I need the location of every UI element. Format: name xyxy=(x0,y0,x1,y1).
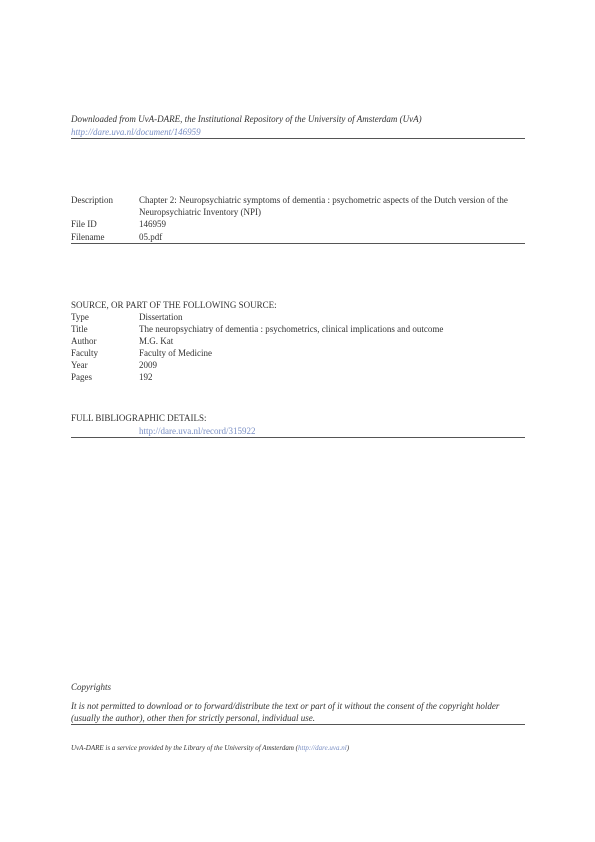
file-id-value: 146959 xyxy=(139,219,166,229)
pages-row xyxy=(71,371,525,383)
title-label: Title xyxy=(71,324,88,334)
year-label: Year xyxy=(71,360,88,370)
copyright-block xyxy=(71,681,525,725)
file-id-label: File ID xyxy=(71,219,97,229)
file-id-row xyxy=(71,218,525,230)
filename-row xyxy=(71,231,525,244)
type-label: Type xyxy=(71,312,89,322)
full-bibliographic-block xyxy=(71,412,525,438)
filename-label: Filename xyxy=(71,232,105,242)
author-value: M.G. Kat xyxy=(139,336,174,346)
record-url-row xyxy=(71,425,525,438)
faculty-value: Faculty of Medicine xyxy=(139,348,212,358)
type-row xyxy=(71,311,525,323)
faculty-row xyxy=(71,347,525,359)
title-value: The neuropsychiatry of dementia : psychometrics, clinical implications and outcome xyxy=(139,324,444,334)
title-row xyxy=(71,323,525,335)
record-url-link[interactable]: http://dare.uva.nl/record/315922 xyxy=(139,426,256,436)
document-url-link[interactable]: http://dare.uva.nl/document/146959 xyxy=(71,127,201,137)
year-row xyxy=(71,359,525,371)
filename-value: 05.pdf xyxy=(139,232,163,242)
footer-text: UvA-DARE is a service provided by the Library of the University of Amsterdam ( xyxy=(71,744,298,752)
copyright-text: It is not permitted to download or to forward/distribute the text or part of it without the consent of the copyright holder (usually the author), other then for strictly personal, individual use. xyxy=(71,700,525,725)
download-header xyxy=(71,113,525,139)
source-heading: SOURCE, OR PART OF THE FOLLOWING SOURCE: xyxy=(71,300,277,310)
description-label: Description xyxy=(71,195,113,205)
year-value: 2009 xyxy=(139,360,157,370)
pages-label: Pages xyxy=(71,372,92,382)
document-url-row xyxy=(71,126,525,139)
type-value: Dissertation xyxy=(139,312,183,322)
description-block xyxy=(71,194,525,244)
copyright-title: Copyrights xyxy=(71,682,112,692)
full-bibliographic-heading: FULL BIBLIOGRAPHIC DETAILS: xyxy=(71,413,207,423)
footer-url-link[interactable]: http://dare.uva.nl xyxy=(298,744,347,752)
downloaded-from-text: Downloaded from UvA-DARE, the Institutional Repository of the University of Amsterdam (UvA) xyxy=(71,114,422,124)
pages-value: 192 xyxy=(139,372,153,382)
description-value: Chapter 2: Neuropsychiatric symptoms of dementia : psychometric aspects of the Dutch version of the Neuropsychiatric Inventory (NPI) xyxy=(139,195,508,217)
source-block xyxy=(71,299,525,383)
footer-text-end: ) xyxy=(346,744,350,752)
footer xyxy=(71,744,525,752)
author-label: Author xyxy=(71,336,97,346)
record-url-spacer xyxy=(71,425,139,437)
faculty-label: Faculty xyxy=(71,348,98,358)
description-row xyxy=(71,194,525,218)
author-row xyxy=(71,335,525,347)
